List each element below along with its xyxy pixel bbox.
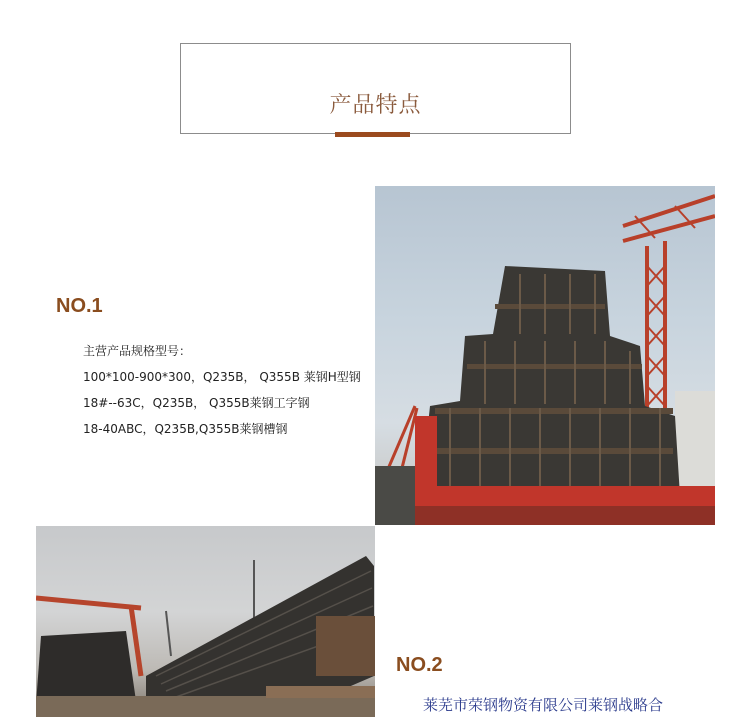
feature-number-1: NO.1 [56,295,103,317]
section-title-box [180,43,571,134]
spec-item: 18-40ABC，Q235B,Q355B莱钢槽钢 [83,422,288,436]
spec-item: 18#--63C，Q235B， Q355B莱钢工字钢 [83,396,310,410]
feature-number-2: NO.2 [396,654,443,676]
spec-item: 100*100-900*300，Q235B， Q355B 莱钢H型钢 [83,370,361,384]
company-description: 莱芜市荣钢物资有限公司莱钢战略合 [423,696,664,714]
title-accent-bar [335,132,410,137]
steel-beam-yard-photo [36,526,375,717]
spec-heading: 主营产品规格型号： [83,344,192,358]
steel-h-beam-stack-photo [375,186,715,525]
section-title: 产品特点 [329,93,422,118]
spec-list [83,338,361,442]
